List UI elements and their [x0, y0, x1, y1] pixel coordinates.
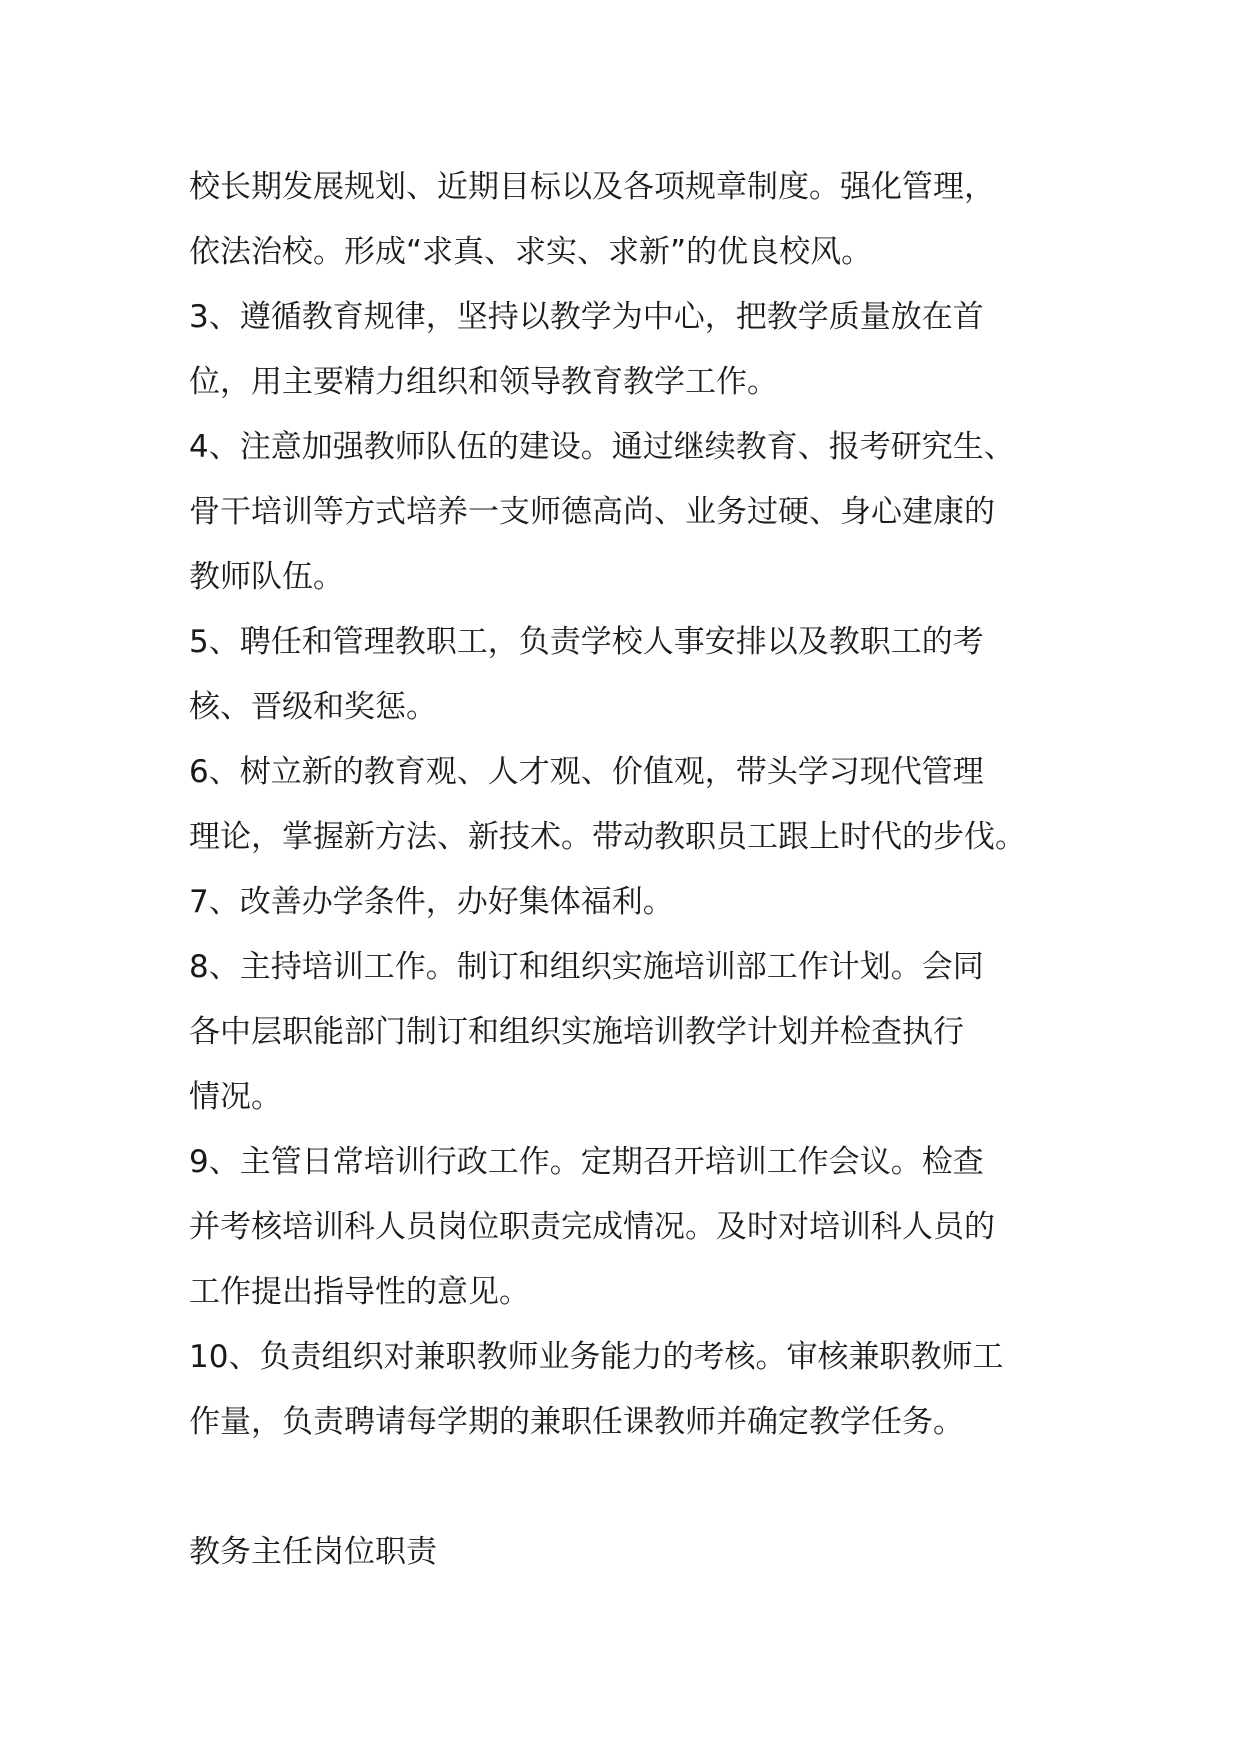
- text-line: 3、遵循教育规律，坚持以教学为中心，把教学质量放在首: [189, 299, 984, 335]
- text-line: 5、聘任和管理教职工，负责学校人事安排以及教职工的考: [189, 624, 984, 660]
- text-line: 10、负责组织对兼职教师业务能力的考核。审核兼职教师工: [189, 1339, 1004, 1375]
- text-line: 并考核培训科人员岗位职责完成情况。及时对培训科人员的: [189, 1209, 995, 1245]
- text-line: 8、主持培训工作。制订和组织实施培训部工作计划。会同: [189, 949, 984, 985]
- paragraph-gap: [189, 1455, 1059, 1520]
- text-line: 各中层职能部门制订和组织实施培训教学计划并检查执行: [189, 1014, 964, 1050]
- text-line: 位，用主要精力组织和领导教育教学工作。: [189, 364, 778, 400]
- text-line: 7、改善办学条件，办好集体福利。: [189, 884, 674, 920]
- text-line: 校长期发展规划、近期目标以及各项规章制度。强化管理，: [189, 169, 995, 205]
- text-line: 依法治校。形成“求真、求实、求新”的优良校风。: [189, 234, 873, 270]
- text-line: 教师队伍。: [189, 559, 344, 595]
- document-body: [189, 155, 1059, 1585]
- text-line: 9、主管日常培训行政工作。定期召开培训工作会议。检查: [189, 1144, 984, 1180]
- text-line: 情况。: [189, 1079, 282, 1115]
- section-heading: 教务主任岗位职责: [189, 1534, 437, 1570]
- text-line: 骨干培训等方式培养一支师德高尚、业务过硬、身心建康的: [189, 494, 995, 530]
- text-line: 作量，负责聘请每学期的兼职任课教师并确定教学任务。: [189, 1404, 964, 1440]
- text-line: 核、晋级和奖惩。: [189, 689, 437, 725]
- text-line: 4、注意加强教师队伍的建设。通过继续教育、报考研究生、: [189, 429, 1015, 465]
- text-line: 6、树立新的教育观、人才观、价值观，带头学习现代管理: [189, 754, 984, 790]
- text-line: 工作提出指导性的意见。: [189, 1274, 530, 1310]
- text-line: 理论，掌握新方法、新技术。带动教职员工跟上时代的步伐。: [189, 819, 1026, 855]
